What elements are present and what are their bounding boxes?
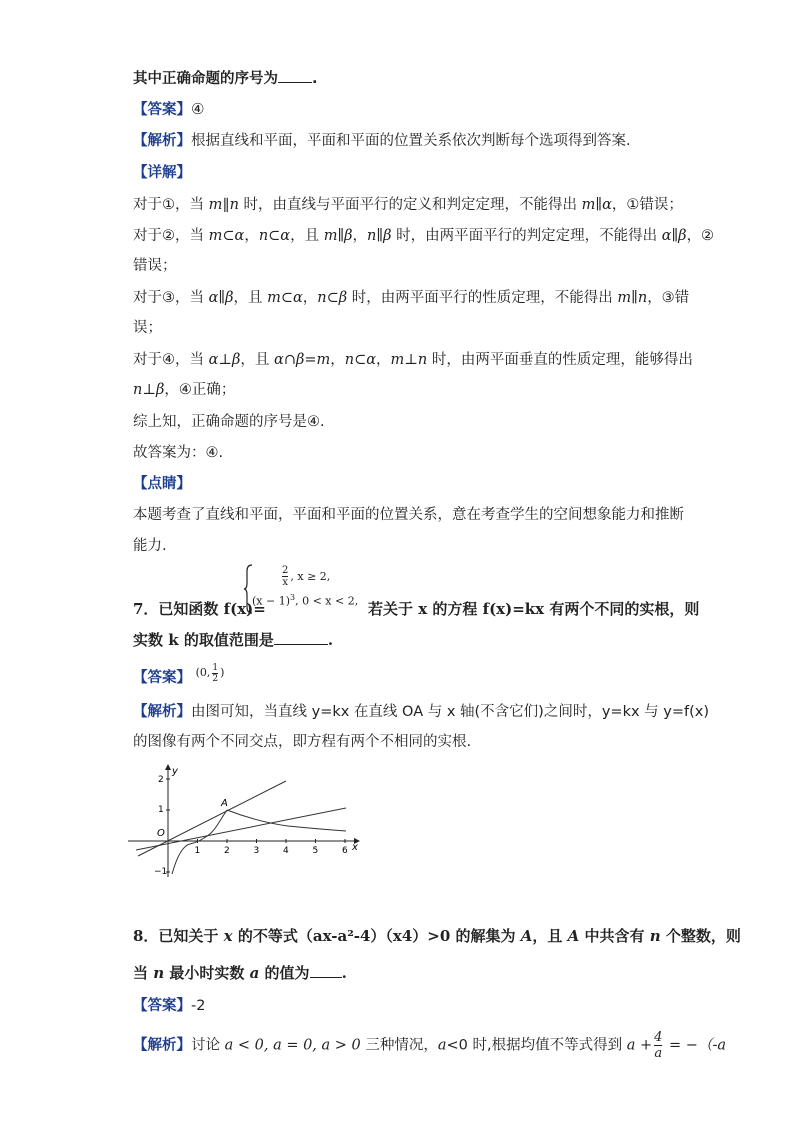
detail-line-2 (133, 226, 714, 246)
detail-text: ，①错误； (611, 197, 683, 213)
y-axis-arrow (165, 764, 171, 770)
y-tick-label: −1 (154, 867, 168, 877)
q8-line-1 (133, 926, 741, 946)
analysis-label: 【解析】 (133, 704, 191, 720)
analysis-text: 的图像有两个不同交点，即方程有两个不相同的实根. (133, 734, 472, 750)
analysis-text: 由图可知，当直线 y=kx 在直线 OA 与 x 轴(不含它们)之间时，y=kx 与 y=f(x) (191, 704, 709, 720)
detail-line-3 (133, 288, 689, 308)
q7-text: 实数 k 的取值范围是 (133, 631, 274, 649)
detail-text: 对于③，当 (133, 290, 209, 306)
detail-text: ， (376, 352, 391, 368)
detail-text: ，且 (290, 228, 324, 244)
math-expr: n⊂β (317, 290, 348, 306)
math-var: n (153, 964, 165, 982)
math-expr: n⊂α (344, 352, 377, 368)
q7-line-1 (133, 599, 266, 619)
comment-text: 本题考查了直线和平面，平面和平面的位置关系，意在考查学生的空间想象能力和推断 (133, 507, 684, 523)
math-expr: n∥β (367, 228, 392, 244)
analysis-label: 【解析】 (133, 133, 191, 149)
detail-text: ， (330, 352, 345, 368)
detail-text: 误； (133, 320, 162, 336)
summary-line (133, 412, 325, 432)
math-expr: a < 0, a = 0, a > 0 (224, 1037, 361, 1054)
answer-line-7 (133, 662, 225, 690)
math-expr: = −（-a (664, 1037, 726, 1054)
final-answer-line (133, 443, 223, 463)
detail-text: 对于①，当 (133, 197, 209, 213)
detail-text: ，③错 (647, 290, 690, 306)
analysis-line (133, 131, 631, 151)
analysis-text: 根据直线和平面，平面和平面的位置关系依次判断每个选项得到答案. (191, 133, 631, 149)
detail-text: ，④正确； (164, 382, 236, 398)
x-tick-label: 2 (224, 846, 230, 856)
comment-label: 【点睛】 (133, 476, 191, 492)
math-var: a (437, 1037, 447, 1054)
comment-label-line (133, 474, 191, 494)
q8-text: 的不等式（ax-a²-4）（x4）>0 的解集为 (232, 927, 521, 945)
math-expr: m∥n (617, 290, 648, 306)
piece-condition: , x ≥ 2, (290, 570, 331, 583)
math-var: n (649, 927, 661, 945)
detail-text: ， (244, 228, 259, 244)
detail-text: ，② (686, 228, 715, 244)
q8-text: 8．已知关于 (133, 927, 224, 945)
math-var: n (229, 197, 239, 213)
analysis-line-7b (133, 732, 471, 752)
answer-line (133, 99, 204, 120)
q8-text: 最小时实数 (164, 964, 250, 982)
answer-value: ) (220, 666, 225, 679)
detail-text: 时，由两平面平行的判定定理，不能得出 (391, 228, 662, 244)
q6-tail-text: 其中正确命题的序号为 (133, 71, 278, 87)
detail-label: 【详解】 (133, 165, 191, 181)
detail-text: 时，由直线与平面平行的定义和判定定理，不能得出 (238, 197, 582, 213)
math-var: A (520, 927, 533, 945)
detail-label-line (133, 163, 191, 183)
answer-blank (310, 962, 342, 978)
answer-label: 【答案】 (133, 102, 191, 118)
math-expr: α⊥β (208, 352, 241, 368)
q8-text: ，且 (532, 927, 568, 945)
q7-suffix: 若关于 x 的方程 f(x)=kx 有两个不同的实根，则 (368, 600, 700, 618)
analysis-label: 【解析】 (133, 1037, 191, 1054)
math-sym: ∥ (222, 197, 230, 213)
q6-tail-line: 其中正确命题的序号为 . (133, 67, 318, 89)
comment-line-2 (133, 536, 167, 556)
math-var: a (249, 964, 260, 982)
math-var: m (208, 197, 223, 213)
answer-value: (0, (195, 666, 211, 679)
analysis-text: 三种情况， (360, 1037, 438, 1054)
math-expr: a + (626, 1037, 653, 1054)
math-expr: m∥β (323, 228, 353, 244)
answer-value: -2 (191, 998, 206, 1014)
q7-line-1-tail (368, 599, 699, 619)
answer-line-8 (133, 996, 205, 1016)
x-tick-label: 3 (253, 846, 260, 856)
detail-text: 错误； (133, 258, 177, 274)
detail-text: 对于④，当 (133, 352, 209, 368)
piece-expr: (x − 1) (252, 594, 290, 608)
q8-text: 个整数，则 (660, 927, 741, 945)
x-tick-label: 4 (283, 846, 289, 856)
curve-cubic (172, 810, 227, 874)
math-var: A (567, 927, 580, 945)
math-expr: m⊥n (390, 352, 428, 368)
answer-blank (278, 67, 312, 83)
fraction: $\frac{1}{2}$ (212, 662, 219, 684)
x-tick-label: 1 (194, 846, 201, 856)
detail-text: ， (302, 290, 318, 306)
analysis-line-7a (133, 702, 709, 722)
math-expr: n⊥β (133, 382, 165, 398)
analysis-text: <0 时,根据均值不等式得到 (446, 1037, 627, 1054)
piece-condition: , 0 < x < 2, (295, 594, 359, 608)
analysis-line-8 (133, 1030, 726, 1061)
detail-text: 对于②，当 (133, 228, 209, 244)
math-expr: α∥β (661, 228, 687, 244)
point-a-label: A (221, 798, 228, 809)
x-tick-label: 5 (312, 846, 319, 856)
detail-line-2b (133, 256, 177, 276)
comment-line-1 (133, 505, 684, 525)
math-expr: α∩β=m (274, 352, 331, 368)
q7-line-2: 实数 k 的取值范围是 . (133, 631, 334, 649)
function-graph (128, 762, 368, 882)
fraction: $\frac{4}{a}$ (654, 1030, 663, 1061)
answer-blank (274, 629, 328, 645)
final-answer-text: 故答案为：④. (133, 445, 224, 461)
exponent: 3 (290, 593, 296, 602)
detail-text: 时，由两平面平行的性质定理，不能得出 (347, 290, 618, 306)
comment-text: 能力. (133, 538, 167, 554)
answer-label: 【答案】 (133, 670, 191, 686)
origin-label: O (157, 828, 165, 839)
q8-line-2: 当 n 最小时实数 a 的值为 . (133, 964, 347, 982)
summary-text: 综上知，正确命题的序号是④. (133, 414, 325, 430)
x-axis-label: x (352, 842, 358, 853)
y-axis-label: y (172, 766, 178, 777)
detail-text: ，且 (240, 352, 275, 368)
detail-text: ，且 (233, 290, 268, 306)
fraction: $\frac{2}{x}$ (282, 565, 289, 588)
y-tick-label: 2 (158, 775, 164, 785)
detail-line-1 (133, 195, 683, 215)
math-expr: α∥β (208, 290, 234, 306)
answer-label: 【答案】 (133, 998, 191, 1014)
x-tick-label: 6 (342, 846, 348, 856)
math-expr: n⊂α (258, 228, 291, 244)
math-var: x (223, 927, 233, 945)
detail-line-4 (133, 350, 693, 370)
analysis-text: 讨论 (191, 1037, 225, 1054)
detail-line-4b (133, 380, 235, 400)
y-tick-label: 1 (158, 805, 164, 815)
q8-text: 的值为 (259, 964, 310, 982)
detail-line-3b (133, 318, 162, 338)
math-expr: m⊂α (208, 228, 245, 244)
math-expr: m∥α (581, 197, 612, 213)
q8-text: 当 (133, 964, 154, 982)
q8-text: 中共含有 (579, 927, 650, 945)
detail-text: 时，由两平面垂直的性质定理，能够得出 (427, 352, 693, 368)
math-expr: m⊂α (267, 290, 303, 306)
q7-prefix: 7．已知函数 f(x)= (133, 600, 266, 618)
answer-value: ④ (191, 100, 205, 118)
detail-text: ， (352, 228, 368, 244)
